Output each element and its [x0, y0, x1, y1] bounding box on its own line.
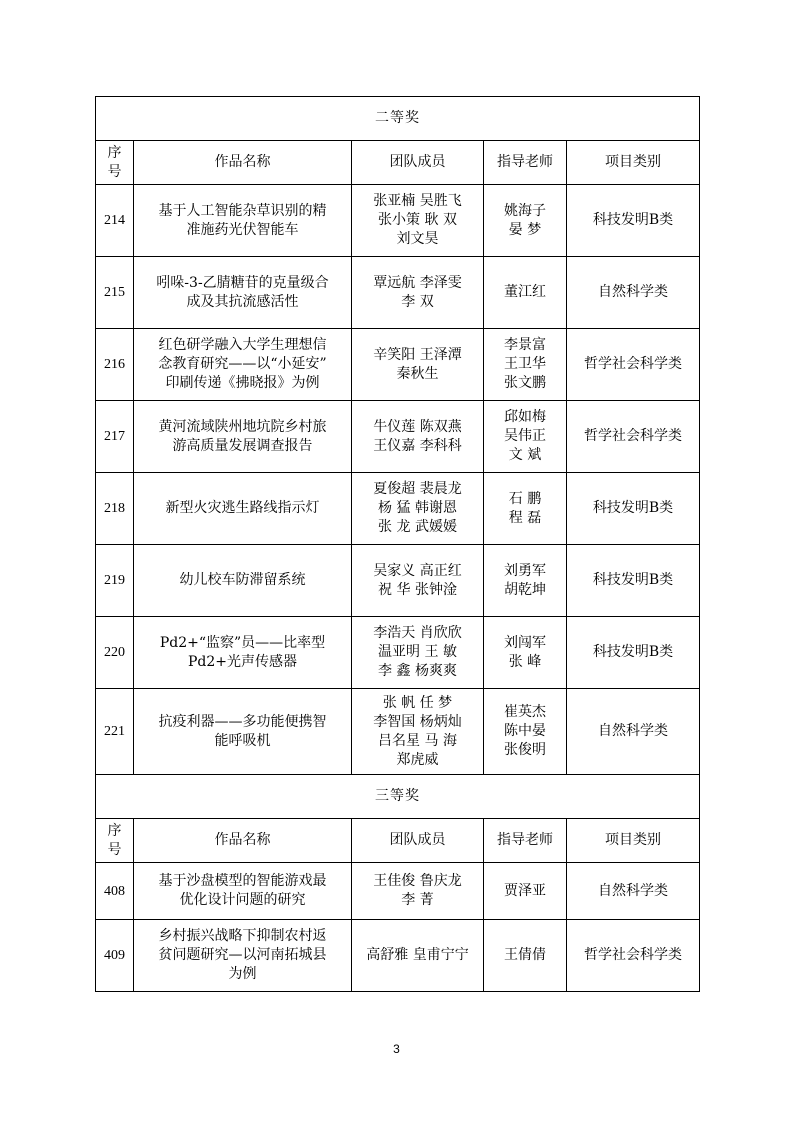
- table-row: [96, 545, 700, 617]
- advisor-line: 吴伟正: [504, 428, 546, 444]
- work-name-line: 成及其抗流感活性: [186, 293, 299, 310]
- row-seq: 217: [96, 401, 134, 473]
- work-name-line: Pd2+光声传感器: [187, 653, 298, 670]
- work-name-line: 贫问题研究—以河南拓城县: [158, 947, 327, 963]
- row-members: [352, 401, 484, 473]
- header-advisor: 指导老师: [484, 819, 567, 863]
- header-seq-line: 序: [107, 144, 122, 161]
- row-advisors: [484, 545, 567, 617]
- header-seq-line: 号: [107, 841, 122, 858]
- member-line: 夏俊超 裴晨龙: [373, 481, 462, 497]
- member-line: 李 菁: [401, 892, 434, 908]
- table-row: [96, 863, 700, 920]
- advisor-line: 董江红: [504, 284, 546, 300]
- row-category: 科技发明B类: [567, 545, 700, 617]
- work-name-line: 基于人工智能杂草识别的精: [158, 202, 327, 219]
- work-name-line: 乡村振兴战略下抑制农村返: [158, 928, 327, 944]
- row-category: 科技发明B类: [567, 617, 700, 689]
- table-row: [96, 920, 700, 992]
- header-category: 项目类别: [567, 141, 700, 185]
- header-category: 项目类别: [567, 819, 700, 863]
- table-header-row: [96, 819, 700, 863]
- row-members: [352, 617, 484, 689]
- row-category: 哲学社会科学类: [567, 401, 700, 473]
- advisor-line: 胡乾坤: [504, 581, 546, 598]
- row-members: [352, 185, 484, 257]
- work-name-line: 游高质量发展调查报告: [172, 437, 313, 454]
- member-line: 牛仪莲 陈双燕: [373, 418, 462, 435]
- award-table: [95, 96, 700, 992]
- table-row: [96, 473, 700, 545]
- member-line: 张小策 耿 双: [378, 212, 457, 228]
- member-line: 高舒雅 皇甫宁宁: [366, 947, 469, 963]
- row-seq: 221: [96, 689, 134, 775]
- row-members: [352, 473, 484, 545]
- member-line: 秦秋生: [396, 365, 439, 382]
- row-advisors: [484, 473, 567, 545]
- section-title: 三等奖: [96, 775, 700, 819]
- row-category: 自然科学类: [567, 863, 700, 920]
- advisor-line: 刘勇军: [504, 562, 546, 579]
- member-line: 吕名星 马 海: [378, 732, 457, 749]
- table-row: [96, 257, 700, 329]
- advisor-line: 王倩倩: [504, 947, 546, 963]
- row-members: [352, 689, 484, 775]
- member-line: 王佳俊 鲁庆龙: [373, 873, 462, 889]
- row-advisors: [484, 689, 567, 775]
- advisor-line: 陈中晏: [504, 723, 546, 739]
- advisor-line: 晏 梦: [508, 221, 542, 238]
- advisor-line: 姚海子: [504, 202, 546, 219]
- work-name-line: 准施药光伏智能车: [186, 221, 299, 238]
- row-advisors: [484, 401, 567, 473]
- work-name-line: 黄河流域陕州地坑院乡村旅: [158, 418, 327, 435]
- header-advisor: 指导老师: [484, 141, 567, 185]
- row-members: [352, 257, 484, 329]
- row-category: 哲学社会科学类: [567, 329, 700, 401]
- row-work-name: [134, 401, 352, 473]
- advisor-line: 贾泽亚: [504, 882, 546, 899]
- row-seq: 408: [96, 863, 134, 920]
- table-header-row: [96, 141, 700, 185]
- row-advisors: [484, 617, 567, 689]
- work-name-line: 红色研学融入大学生理想信: [158, 337, 327, 353]
- work-name-line: 为例: [228, 966, 257, 982]
- work-name-line: 念教育研究——以“小延安”: [158, 356, 327, 372]
- row-category: 科技发明B类: [567, 185, 700, 257]
- table-row: [96, 689, 700, 775]
- work-name-line: 吲哚-3-乙腈糖苷的克量级合: [156, 274, 329, 291]
- work-name-line: 新型火灾逃生路线指示灯: [165, 500, 320, 516]
- member-line: 郑虎威: [396, 751, 439, 768]
- advisor-line: 张俊明: [504, 742, 546, 758]
- member-line: 温亚明 王 敏: [378, 644, 457, 660]
- row-category: 哲学社会科学类: [567, 920, 700, 992]
- row-seq: 409: [96, 920, 134, 992]
- row-advisors: [484, 920, 567, 992]
- row-seq: 220: [96, 617, 134, 689]
- row-work-name: [134, 257, 352, 329]
- row-category: 自然科学类: [567, 689, 700, 775]
- section-title-row: [96, 97, 700, 141]
- header-members: 团队成员: [352, 141, 484, 185]
- member-line: 吴家义 高正红: [373, 562, 462, 579]
- header-name: 作品名称: [134, 819, 352, 863]
- advisor-line: 张 峰: [508, 653, 542, 670]
- row-members: [352, 863, 484, 920]
- header-seq-line: 序: [107, 822, 122, 839]
- row-work-name: [134, 689, 352, 775]
- advisor-line: 崔英杰: [504, 704, 546, 720]
- advisor-line: 王卫华: [504, 356, 546, 372]
- row-seq: 215: [96, 257, 134, 329]
- table-row: [96, 617, 700, 689]
- member-line: 李 双: [401, 293, 434, 310]
- row-advisors: [484, 863, 567, 920]
- row-members: [352, 545, 484, 617]
- row-advisors: [484, 185, 567, 257]
- advisor-line: 石 鹏: [508, 490, 542, 507]
- work-name-line: 幼儿校车防滞留系统: [179, 572, 306, 588]
- advisor-line: 刘闯军: [504, 634, 546, 651]
- header-seq: [96, 819, 134, 863]
- row-advisors: [484, 257, 567, 329]
- header-members: 团队成员: [352, 819, 484, 863]
- work-name-line: 基于沙盘模型的智能游戏最: [158, 873, 327, 889]
- header-seq: [96, 141, 134, 185]
- member-line: 王仪嘉 李科科: [373, 437, 462, 454]
- row-seq: 218: [96, 473, 134, 545]
- row-seq: 216: [96, 329, 134, 401]
- row-work-name: [134, 863, 352, 920]
- member-line: 张 龙 武媛媛: [378, 519, 457, 535]
- header-seq-line: 号: [107, 163, 122, 180]
- advisor-line: 邱如梅: [504, 409, 546, 425]
- member-line: 刘文昊: [396, 231, 439, 247]
- advisor-line: 李景富: [504, 337, 546, 353]
- member-line: 张亚楠 吴胜飞: [373, 193, 462, 209]
- row-work-name: [134, 545, 352, 617]
- row-work-name: [134, 329, 352, 401]
- row-members: [352, 329, 484, 401]
- row-category: 科技发明B类: [567, 473, 700, 545]
- table-row: [96, 185, 700, 257]
- member-line: 覃远航 李泽雯: [373, 274, 462, 291]
- row-work-name: [134, 617, 352, 689]
- work-name-line: 优化设计问题的研究: [179, 892, 306, 908]
- work-name-line: 抗疫利器——多功能便携智: [158, 713, 327, 730]
- member-line: 辛笑阳 王泽潭: [373, 346, 462, 363]
- member-line: 李智国 杨炳灿: [373, 713, 462, 730]
- advisor-line: 张文鹏: [504, 375, 546, 391]
- row-advisors: [484, 329, 567, 401]
- section-title-row: [96, 775, 700, 819]
- work-name-line: 能呼吸机: [214, 732, 271, 749]
- table-row: [96, 401, 700, 473]
- member-line: 祝 华 张钟淦: [378, 581, 457, 598]
- row-seq: 219: [96, 545, 134, 617]
- row-work-name: [134, 920, 352, 992]
- advisor-line: 文 斌: [508, 447, 542, 463]
- row-seq: 214: [96, 185, 134, 257]
- row-work-name: [134, 185, 352, 257]
- member-line: 张 帆 任 梦: [382, 694, 453, 711]
- table-row: [96, 329, 700, 401]
- work-name-line: 印刷传递《拂晓报》为例: [165, 375, 320, 391]
- row-category: 自然科学类: [567, 257, 700, 329]
- member-line: 李 鑫 杨爽爽: [378, 663, 457, 679]
- row-members: [352, 920, 484, 992]
- member-line: 杨 猛 韩谢恩: [378, 500, 457, 516]
- member-line: 李浩天 肖欣欣: [373, 625, 462, 641]
- header-name: 作品名称: [134, 141, 352, 185]
- section-title: 二等奖: [96, 97, 700, 141]
- row-work-name: [134, 473, 352, 545]
- work-name-line: Pd2+“监察”员——比率型: [159, 634, 326, 651]
- advisor-line: 程 磊: [508, 509, 542, 526]
- page-number: 3: [393, 1042, 400, 1056]
